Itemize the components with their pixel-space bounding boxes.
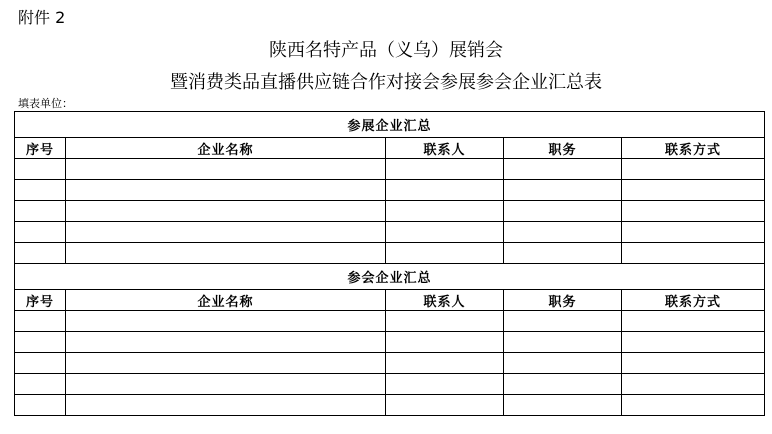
table-row	[15, 311, 765, 332]
table-cell[interactable]	[622, 374, 765, 395]
table-cell[interactable]	[504, 222, 622, 243]
table-cell[interactable]	[386, 374, 504, 395]
column-header-contact-method: 联系方式	[622, 290, 765, 311]
summary-table	[14, 111, 765, 416]
column-header-contact-method: 联系方式	[622, 138, 765, 159]
table-cell[interactable]	[504, 180, 622, 201]
table-cell[interactable]	[504, 395, 622, 416]
table-cell[interactable]	[66, 353, 386, 374]
table-cell[interactable]	[622, 395, 765, 416]
column-header-serial: 序号	[15, 290, 66, 311]
table-cell[interactable]	[386, 395, 504, 416]
table-cell[interactable]	[15, 201, 66, 222]
table-cell[interactable]	[504, 374, 622, 395]
table-cell[interactable]	[504, 353, 622, 374]
table-row	[15, 332, 765, 353]
table-cell[interactable]	[15, 395, 66, 416]
table-cell[interactable]	[386, 243, 504, 264]
table-cell[interactable]	[15, 180, 66, 201]
table-cell[interactable]	[386, 311, 504, 332]
table-cell[interactable]	[504, 332, 622, 353]
section-title-exhibitors: 参展企业汇总	[15, 112, 765, 138]
document-title-line2: 暨消费类品直播供应链合作对接会参展参会企业汇总表	[170, 72, 602, 93]
table-cell[interactable]	[622, 332, 765, 353]
table-row	[15, 222, 765, 243]
table-cell[interactable]	[622, 222, 765, 243]
table-row	[15, 395, 765, 416]
table-cell[interactable]	[504, 159, 622, 180]
table-cell[interactable]	[386, 159, 504, 180]
table-cell[interactable]	[66, 159, 386, 180]
table-row	[15, 353, 765, 374]
table-cell[interactable]	[386, 201, 504, 222]
column-header-position: 职务	[504, 138, 622, 159]
table-cell[interactable]	[66, 201, 386, 222]
table-row	[15, 201, 765, 222]
table-cell[interactable]	[622, 243, 765, 264]
table-cell[interactable]	[66, 395, 386, 416]
table-cell[interactable]	[15, 353, 66, 374]
table-cell[interactable]	[504, 311, 622, 332]
table-cell[interactable]	[386, 222, 504, 243]
table-cell[interactable]	[15, 374, 66, 395]
column-header-serial: 序号	[15, 138, 66, 159]
table-cell[interactable]	[66, 180, 386, 201]
table-cell[interactable]	[66, 332, 386, 353]
table-cell[interactable]	[66, 222, 386, 243]
table-cell[interactable]	[66, 311, 386, 332]
table-cell[interactable]	[386, 332, 504, 353]
table-cell[interactable]	[622, 159, 765, 180]
table-cell[interactable]	[386, 353, 504, 374]
table-cell[interactable]	[66, 243, 386, 264]
column-header-contact: 联系人	[386, 138, 504, 159]
table-cell[interactable]	[15, 159, 66, 180]
table-cell[interactable]	[15, 332, 66, 353]
column-header-company-name: 企业名称	[66, 290, 386, 311]
table-cell[interactable]	[622, 201, 765, 222]
table-row	[15, 374, 765, 395]
table-row	[15, 243, 765, 264]
table-cell[interactable]	[622, 180, 765, 201]
table-cell[interactable]	[386, 180, 504, 201]
table-cell[interactable]	[504, 201, 622, 222]
section-title-attendees: 参会企业汇总	[15, 264, 765, 290]
column-header-position: 职务	[504, 290, 622, 311]
table-cell[interactable]	[66, 374, 386, 395]
table-row	[15, 159, 765, 180]
attachment-label: 附件 2	[18, 8, 66, 27]
table-cell[interactable]	[504, 243, 622, 264]
column-header-contact: 联系人	[386, 290, 504, 311]
table-cell[interactable]	[15, 311, 66, 332]
table-cell[interactable]	[622, 353, 765, 374]
table-cell[interactable]	[622, 311, 765, 332]
table-cell[interactable]	[15, 243, 66, 264]
table-row	[15, 180, 765, 201]
document-title-line1: 陕西名特产品（义乌）展销会	[269, 40, 503, 61]
table-cell[interactable]	[15, 222, 66, 243]
filler-unit-label: 填表单位：	[18, 97, 73, 110]
column-header-company-name: 企业名称	[66, 138, 386, 159]
